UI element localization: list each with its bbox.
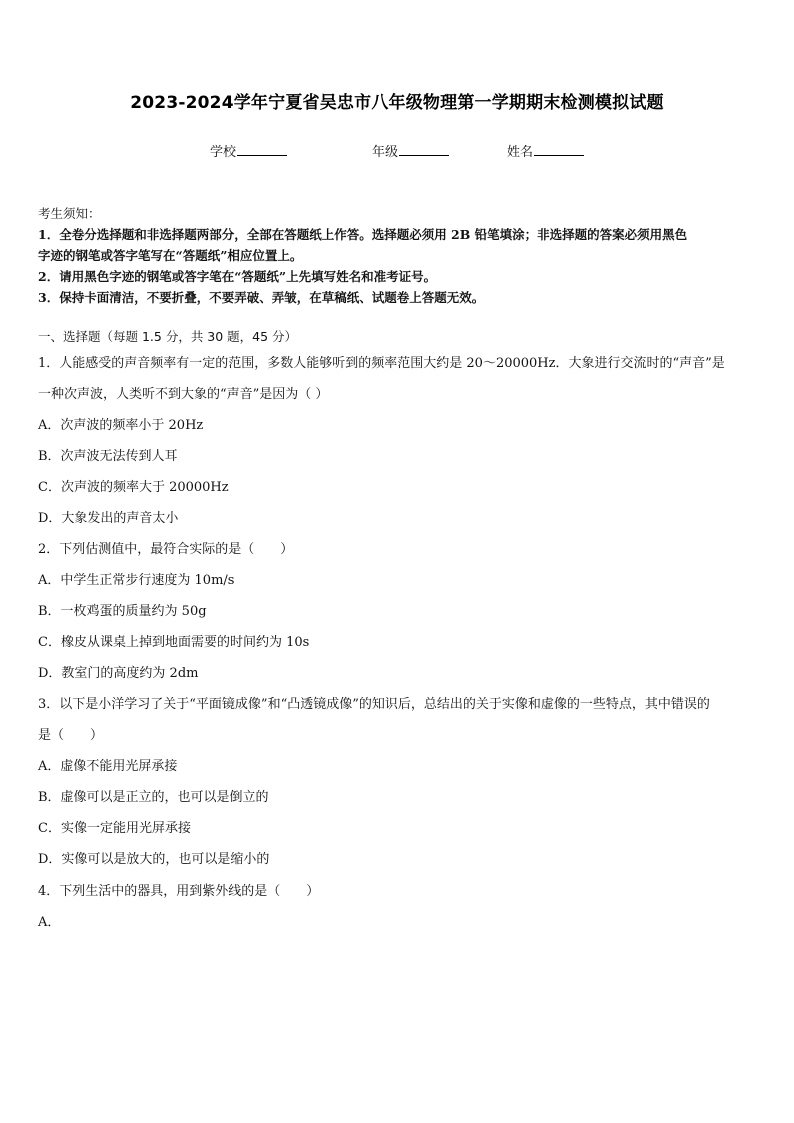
- question-4: [38, 876, 762, 938]
- question-3-option-b[interactable]: B．虚像可以是正立的，也可以是倒立的: [38, 790, 269, 805]
- question-3-option-a[interactable]: A．虚像不能用光屏承接: [38, 759, 178, 774]
- question-2-option-b[interactable]: B．一枚鸡蛋的质量约为 50g: [38, 604, 207, 619]
- name-blank[interactable]: [534, 143, 584, 156]
- question-1-stem-line-1: 1．人能感受的声音频率有一定的范围，多数人能够听到的频率范围大约是 20～20000Hz．大象进行交流时的“声音”是: [38, 356, 725, 371]
- question-4-option-a[interactable]: A．: [38, 915, 61, 930]
- notice-item-2: 2．请用黑色字迹的钢笔或答字笔在“答题纸”上先填写姓名和准考证号。: [38, 269, 437, 284]
- question-1-option-b[interactable]: B．次声波无法传到人耳: [38, 449, 178, 464]
- question-1-option-c[interactable]: C．次声波的频率大于 20000Hz: [38, 480, 229, 495]
- question-2-option-a[interactable]: A．中学生正常步行速度为 10m/s: [38, 573, 235, 588]
- name-label: 姓名: [507, 145, 534, 160]
- question-2-option-c[interactable]: C．橡皮从课桌上掉到地面需要的时间约为 10s: [38, 635, 310, 650]
- grade-field[interactable]: [372, 141, 449, 160]
- question-2-stem-line-1: 2．下列估测值中，最符合实际的是（ ）: [38, 542, 294, 557]
- question-3-stem-line-2: 是（ ）: [38, 728, 104, 743]
- question-1: [38, 348, 762, 534]
- question-4-stem-line-1: 4．下列生活中的器具，用到紫外线的是（ ）: [38, 884, 320, 899]
- section-title: 一、选择题（每题 1.5 分，共 30 题，45 分）: [38, 329, 298, 344]
- notice-item-1-line-2: 字迹的钢笔或答字笔写在“答题纸”相应位置上。: [38, 248, 303, 263]
- question-3-option-c[interactable]: C．实像一定能用光屏承接: [38, 821, 191, 836]
- question-1-option-d[interactable]: D．大象发出的声音太小: [38, 511, 179, 526]
- question-3: [38, 689, 762, 875]
- notice-item-1-line-1: 1．全卷分选择题和非选择题两部分，全部在答题纸上作答。选择题必须用 2B 铅笔填涂；非选择题的答案必须用黑色: [38, 227, 688, 242]
- question-2-option-d[interactable]: D．教室门的高度约为 2dm: [38, 666, 199, 681]
- grade-blank[interactable]: [399, 143, 449, 156]
- question-2: [38, 534, 762, 689]
- school-label: 学校: [210, 145, 237, 160]
- school-field[interactable]: [210, 141, 287, 160]
- exam-title: 2023-2024学年宁夏省吴忠市八年级物理第一学期期末检测模拟试题: [130, 93, 664, 113]
- notice-item-3: 3．保持卡面清洁，不要折叠，不要弄破、弄皱，在草稿纸、试题卷上答题无效。: [38, 290, 485, 305]
- grade-label: 年级: [372, 145, 399, 160]
- question-1-option-a[interactable]: A．次声波的频率小于 20Hz: [38, 418, 204, 433]
- question-3-stem-line-1: 3．以下是小洋学习了关于“平面镜成像”和“凸透镜成像”的知识后，总结出的关于实像和虚像的一些特点，其中错误的: [38, 697, 710, 712]
- question-1-stem-line-2: 一种次声波，人类听不到大象的“声音”是因为（ ）: [38, 387, 329, 402]
- school-blank[interactable]: [237, 143, 287, 156]
- name-field[interactable]: [507, 141, 584, 160]
- notice-heading: 考生须知：: [38, 206, 101, 221]
- question-3-option-d[interactable]: D．实像可以是放大的，也可以是缩小的: [38, 852, 270, 867]
- exam-notice: [38, 203, 760, 308]
